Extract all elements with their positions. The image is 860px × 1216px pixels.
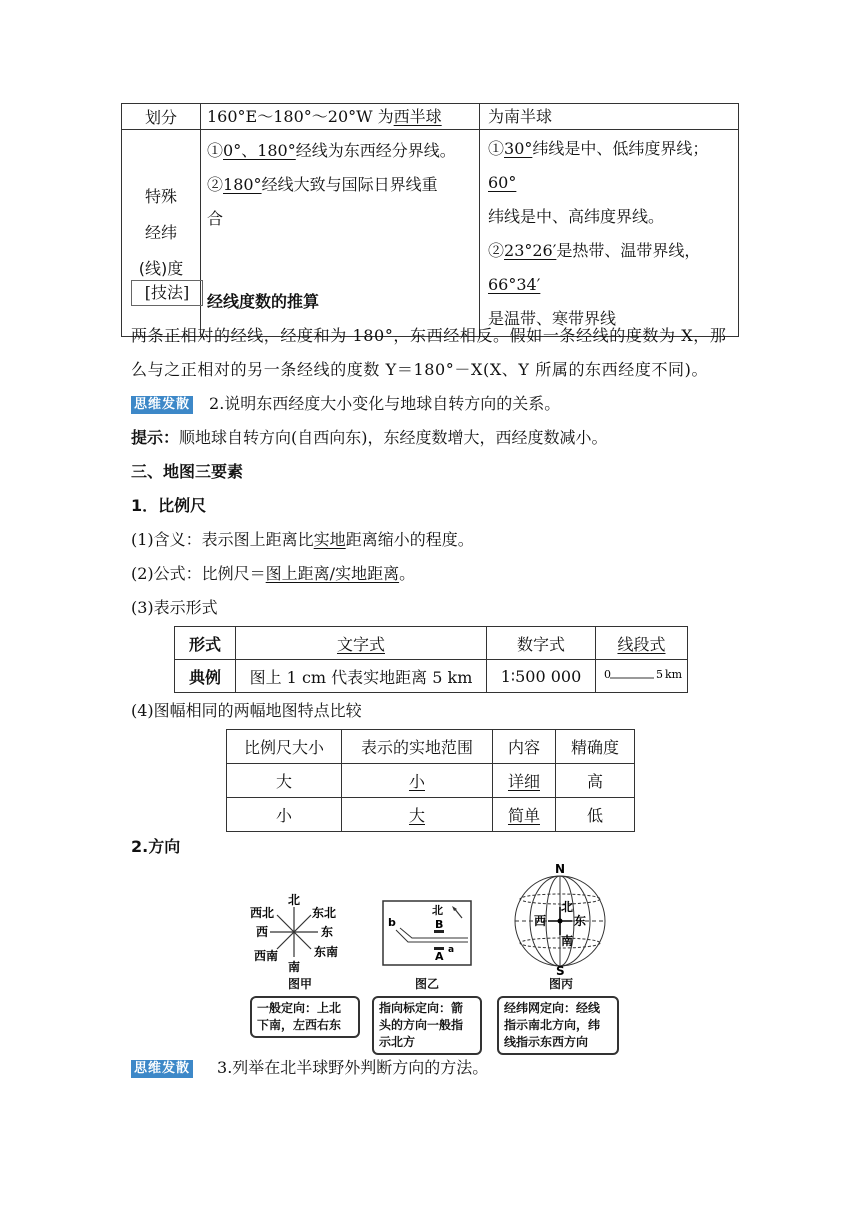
row-head-division: 划分	[122, 104, 201, 130]
globe-grid-figure	[510, 863, 610, 975]
compass-rose-figure	[248, 863, 348, 973]
thinking-badge: 思维发散	[131, 1060, 193, 1078]
svg-text:西北: 西北	[250, 906, 275, 920]
svg-text:西: 西	[534, 914, 547, 928]
row-head-special: 特殊 经纬 (线)度	[122, 130, 201, 337]
scale-forms-table: 形式 文字式 数字式 线段式 典例 图上 1 cm 代表实地距离 5 km 1∶500 000 0 5 km	[174, 626, 688, 693]
line-scale-example	[596, 660, 688, 693]
svg-text:N: N	[555, 863, 566, 876]
north-arrow-figure	[382, 900, 472, 966]
svg-text:南: 南	[561, 934, 574, 948]
west-hemisphere-cell: 160°E～180°～20°W 为西半球	[201, 104, 480, 130]
svg-text:a: a	[448, 945, 455, 955]
svg-text:东: 东	[574, 914, 587, 928]
figure-c-note: 经纬网定向：经线 指示南北方向，纬 线指示东西方向	[497, 996, 619, 1055]
figure-b-caption: 图乙	[414, 977, 439, 991]
svg-text:北: 北	[561, 900, 574, 914]
svg-text:北: 北	[432, 904, 443, 917]
special-meridians-cell: ①0°、180°经线为东西经分界线。 ②180°经线大致与国际日界线重 合	[201, 130, 480, 337]
figure-a-caption: 图甲	[287, 977, 312, 991]
question-3: 思维发散 3.列举在北半球野外判断方向的方法。	[131, 1056, 488, 1080]
scale-formula: (2)公式：比例尺＝图上距离/实地距离。	[131, 564, 416, 583]
question-2: 思维发散 2.说明东西经度大小变化与地球自转方向的关系。	[131, 392, 560, 416]
scale-meaning: (1)含义：表示图上距离比实地距离缩小的程度。	[131, 530, 474, 549]
svg-text:km: km	[664, 668, 682, 681]
svg-text:西南: 西南	[254, 949, 279, 963]
figure-b-note: 指向标定向：箭 头的方向一般指 示北方	[372, 996, 482, 1055]
technique-tag: [技法]	[131, 280, 203, 306]
comparison-heading: (4)图幅相同的两幅地图特点比较	[131, 701, 362, 720]
technique-title: 经线度数的推算	[207, 292, 320, 311]
svg-text:西: 西	[256, 925, 269, 939]
svg-text:南: 南	[288, 960, 301, 973]
svg-text:5: 5	[655, 668, 663, 681]
direction-heading: 2.方向	[131, 837, 181, 856]
svg-text:0: 0	[603, 668, 611, 681]
svg-text:东南: 东南	[314, 945, 339, 959]
svg-text:北: 北	[288, 893, 301, 907]
svg-text:b: b	[388, 916, 396, 929]
table-row: 小 大 简单 低	[227, 798, 635, 832]
thinking-badge: 思维发散	[131, 396, 193, 414]
svg-text:东北: 东北	[312, 906, 337, 920]
scale-forms-heading: (3)表示形式	[131, 598, 218, 617]
technique-text-2: 么与之正相对的另一条经线的度数 Y＝180°－X(X、Y 所属的东西经度不同)。	[131, 360, 709, 379]
svg-text:B: B	[435, 918, 444, 931]
hint: 提示：顺地球自转方向(自西向东)，东经度数增大，西经度数减小。	[131, 428, 608, 447]
svg-text:A: A	[435, 950, 444, 963]
svg-text:东: 东	[321, 925, 334, 939]
svg-text:S: S	[556, 964, 565, 975]
table-row: 大 小 详细 高	[227, 764, 635, 798]
figure-a-note: 一般定向：上北 下南，左西右东	[250, 996, 360, 1038]
scale-comparison-table: 比例尺大小 表示的实地范围 内容 精确度 大 小 详细 高 小 大 简单 低	[226, 729, 635, 832]
section-3-title: 三、地图三要素	[131, 462, 244, 481]
figure-c-caption: 图丙	[548, 977, 573, 991]
south-hemisphere-cell: 为南半球	[480, 104, 739, 130]
technique-text-1: 两条正相对的经线，经度和为 180°，东西经相反。假如一条经线的度数为 X，那	[131, 326, 727, 345]
scale-bar-icon	[602, 664, 682, 684]
special-parallels-cell: ①30°纬线是中、低纬度界线；60° 纬线是中、高纬度界线。 ②23°26′是热带、温带界线，66°34′ 是温带、寒带界线	[480, 130, 739, 337]
scale-heading: 1．比例尺	[131, 496, 207, 515]
